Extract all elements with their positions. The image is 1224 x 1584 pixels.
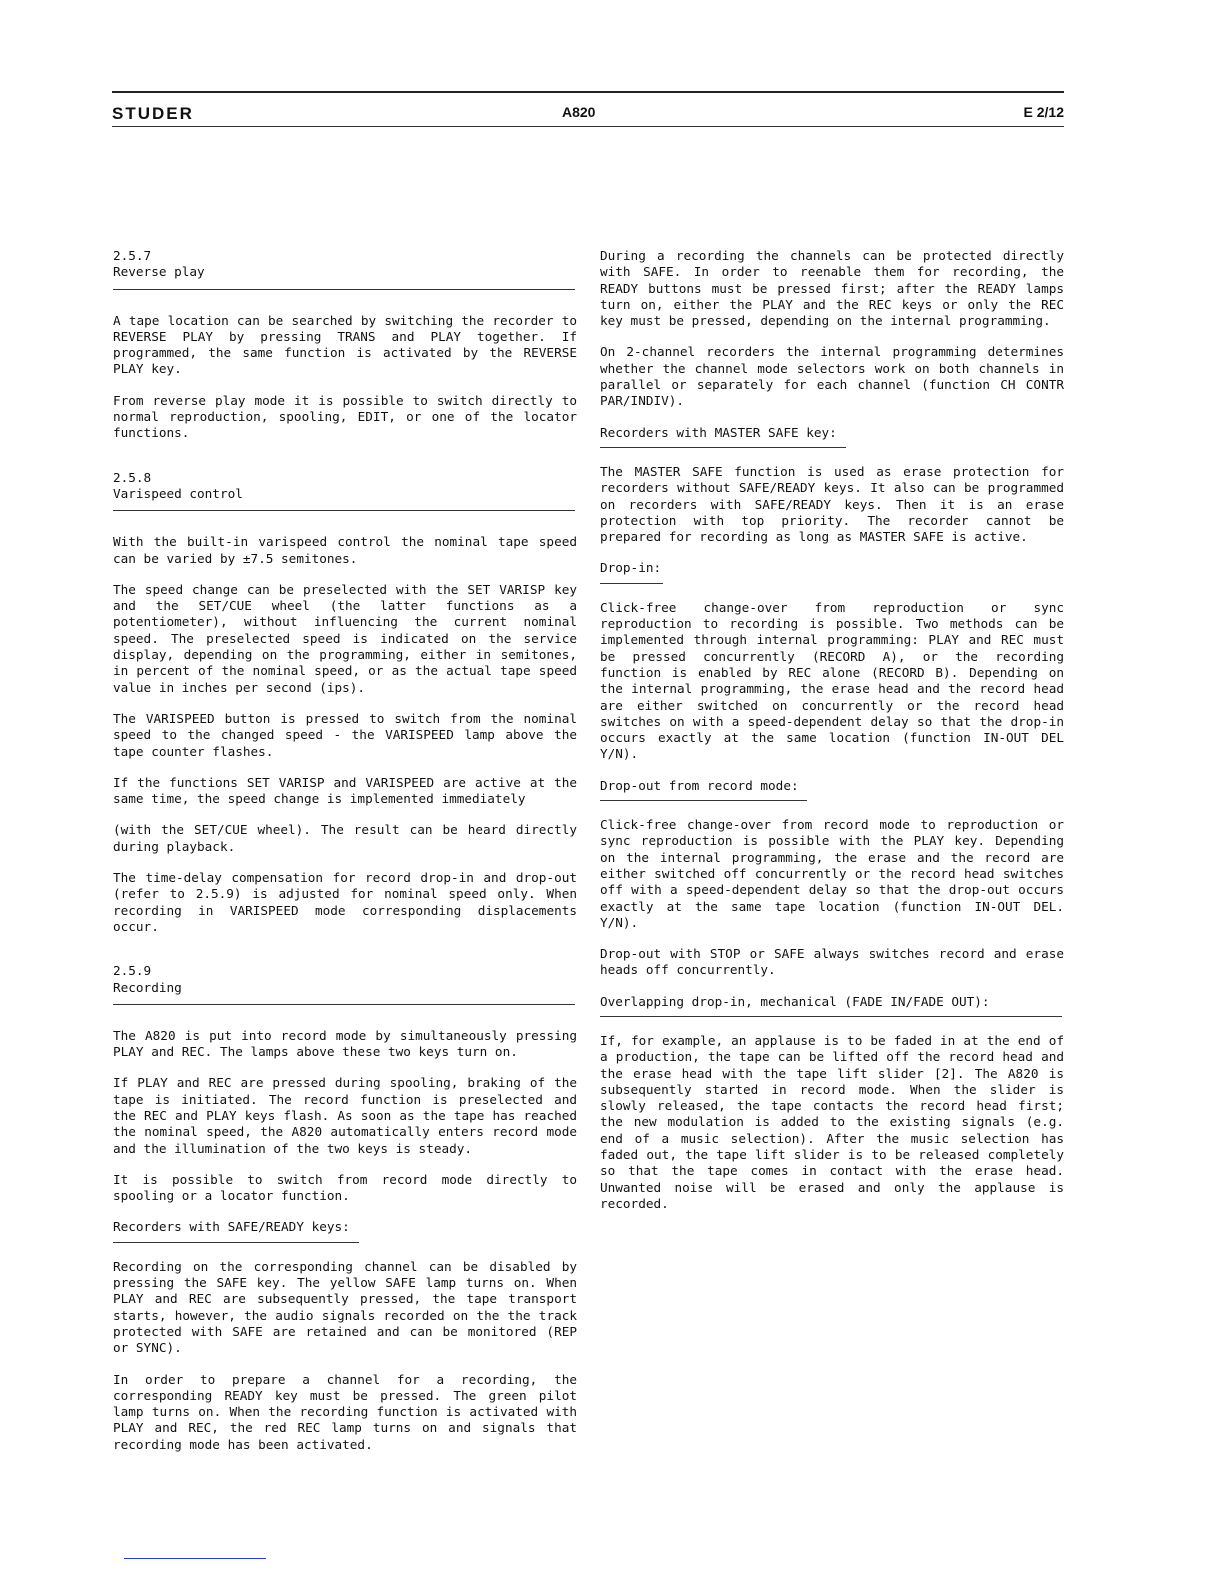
paragraph: In order to prepare a channel for a recording, the corresponding READY key must be pressed. The green pilot lamp turns on. When the recording function is activated with PLAY and REC, the red REC lamp turns on and signals that recording mode has been activated. bbox=[113, 1371, 577, 1452]
section-title: Reverse play bbox=[113, 264, 205, 280]
section-2-5-7 bbox=[113, 248, 577, 442]
subheading: Recorders with MASTER SAFE key: bbox=[600, 424, 837, 440]
paragraph: The time-delay compensation for record drop-in and drop-out (refer to 2.5.9) is adjusted for nominal speed only. When recording in VARISPEED mode corresponding displacements occur. bbox=[113, 870, 577, 934]
subheading: Drop-out from record mode: bbox=[600, 777, 799, 793]
brand-logo: STUDER bbox=[112, 104, 194, 123]
header-rule bbox=[112, 126, 1064, 127]
page-number: E 2/12 bbox=[1023, 104, 1064, 120]
paragraph: (with the SET/CUE wheel). The result can be heard directly during playback. bbox=[113, 822, 577, 854]
section-rule bbox=[113, 510, 575, 511]
paragraph: The A820 is put into record mode by simultaneously pressing PLAY and REC. The lamps above these two keys turn on. bbox=[113, 1027, 577, 1060]
paragraph: Drop-out with STOP or SAFE always switches record and erase heads off concurrently. bbox=[600, 946, 1064, 978]
section-rule bbox=[113, 1004, 575, 1005]
section-number: 2.5.8 bbox=[113, 469, 152, 485]
paragraph: If PLAY and REC are pressed during spooling, braking of the tape is initiated. The record function is preselected and the REC and PLAY keys flash. As soon as the tape has reached the nominal speed, the A820 automatically enters record mode and the illumination of the two keys is steady. bbox=[113, 1075, 577, 1156]
paragraph: The MASTER SAFE function is used as erase protection for recorders without SAFE/READY keys. It also can be programmed on recorders with SAFE/READY keys. Then it is an erase protection with top priority. The recorder cannot be prepared for recording as long as MASTER SAFE is active. bbox=[600, 463, 1064, 545]
subheading-rule bbox=[113, 1242, 359, 1243]
subheading-rule bbox=[600, 800, 807, 801]
right-column bbox=[600, 248, 1064, 1227]
footer-rule bbox=[124, 1558, 266, 1559]
left-column bbox=[113, 248, 577, 1481]
paragraph: The speed change can be preselected with the SET VARISP key and the SET/CUE wheel (the latter functions as a potentiometer), without influencing the current nominal speed. The preselected speed is indicated on the service display, depending on the programming, either in semitones, in percent of the nominal speed, or as the actual tape speed value in inches per second (ips). bbox=[113, 581, 577, 695]
paragraph: With the built-in varispeed control the nominal tape speed can be varied by ±7.5 semitones. bbox=[113, 534, 577, 566]
paragraph: Recording on the corresponding channel can be disabled by pressing the SAFE key. The yellow SAFE lamp turns on. When PLAY and REC are subsequently pressed, the tape transport starts, however, the audio signals recorded on the the track protected with SAFE are retained and can be monitored (REP or SYNC). bbox=[113, 1258, 577, 1356]
paragraph: The VARISPEED button is pressed to switch from the nominal speed to the changed speed - the VARISPEED lamp above the tape counter flashes. bbox=[113, 710, 577, 759]
paragraph: Click-free change-over from reproduction or sync reproduction to recording is possible. Two methods can be implemented through internal programming: PLAY and REC must be pressed concurrently (RECORD A), or the recording function is enabled by REC alone (RECORD B). Depending on the internal programming, the erase head and the record head are either switched on concurrently or the record head switches on with a speed-dependent delay so that the drop-in occurs exactly at the same location (function IN-OUT DEL Y/N). bbox=[600, 599, 1064, 762]
model-name: A820 bbox=[562, 104, 596, 120]
paragraph: If the functions SET VARISP and VARISPEED are active at the same time, the speed change is implemented immediately bbox=[113, 774, 577, 807]
paragraph: On 2-channel recorders the internal programming determines whether the channel mode selectors work on both channels in parallel or separately for each channel (function CH CONTR PAR/INDIV). bbox=[600, 344, 1064, 409]
section-title: Varispeed control bbox=[113, 485, 243, 501]
paragraph: From reverse play mode it is possible to switch directly to normal reproduction, spooling, EDIT, or one of the locator functions. bbox=[113, 392, 577, 441]
paragraph: Click-free change-over from record mode to reproduction or sync reproduction is possible with the PLAY key. Depending on the internal programming, the erase and the record are either switched off concurrently or the record head switches off with a speed-dependent delay so that the drop-out occurs exactly at the same tape location (function IN-OUT DEL. Y/N). bbox=[600, 817, 1064, 930]
subheading-rule bbox=[600, 447, 846, 448]
paragraph: If, for example, an applause is to be faded in at the end of a production, the tape can be lifted off the record head and the erase head with the tape lift slider [2]. The A820 is subsequently started in record mode. When the slider is slowly released, the tape contacts the record head first; the new modulation is added to the existing signals (e.g. end of a music selection). After the music selection has faded out, the tape lift slider is to be released completely so that the tape comes in contact with the erase head. Unwanted noise will be erased and only the applause is recorded. bbox=[600, 1032, 1064, 1211]
section-rule bbox=[113, 289, 575, 290]
paragraph: A tape location can be searched by switching the recorder to REVERSE PLAY by pressing TRANS and PLAY together. If programmed, the same function is activated by the REVERSE PLAY key. bbox=[113, 312, 577, 377]
paragraph: During a recording the channels can be protected directly with SAFE. In order to reenable them for recording, the READY buttons must be pressed first; after the READY lamps turn on, either the PLAY and the REC keys or only the REC key must be pressed, depending on the internal programming. bbox=[600, 248, 1064, 329]
subheading: Drop-in: bbox=[600, 560, 662, 576]
section-number: 2.5.7 bbox=[113, 248, 152, 263]
section-2-5-8 bbox=[113, 470, 577, 936]
paragraph: It is possible to switch from record mode directly to spooling or a locator function. bbox=[113, 1171, 577, 1204]
section-number: 2.5.9 bbox=[113, 963, 152, 979]
subheading-rule bbox=[600, 583, 663, 584]
subheading: Recorders with SAFE/READY keys: bbox=[113, 1219, 350, 1235]
subheading: Overlapping drop-in, mechanical (FADE IN/FADE OUT): bbox=[600, 993, 990, 1009]
subheading-rule bbox=[600, 1016, 1062, 1017]
top-rule bbox=[112, 91, 1064, 93]
section-title: Recording bbox=[113, 979, 182, 995]
section-2-5-9 bbox=[113, 963, 577, 1453]
